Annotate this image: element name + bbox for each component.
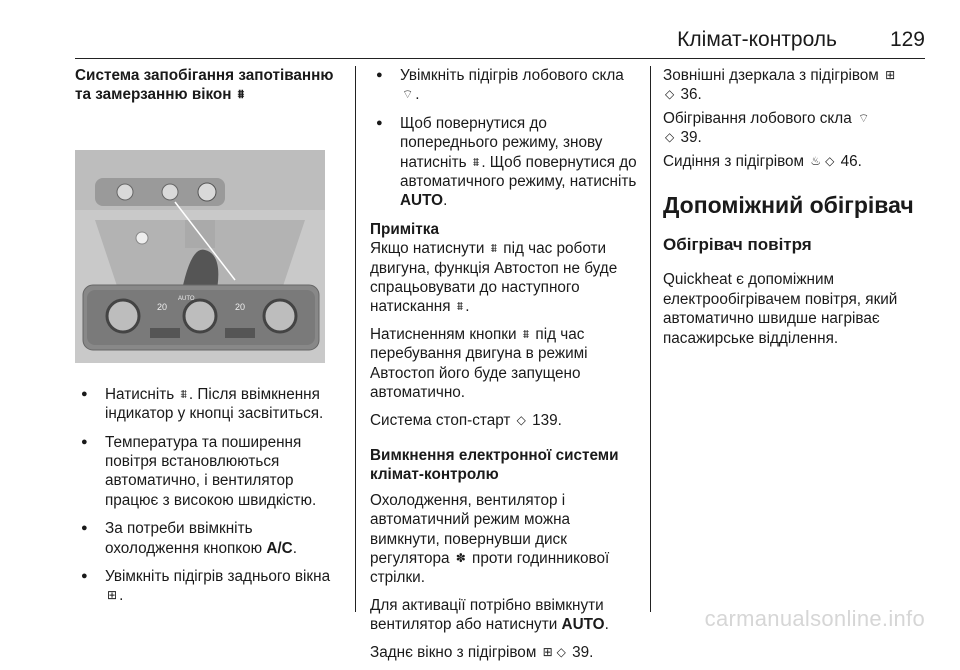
note-title: Примітка: [370, 220, 439, 238]
page-number: 129: [889, 28, 925, 51]
list-item: ● За потреби ввімкніть охолодження кнопкою A/C.: [75, 519, 343, 558]
max-defrost-icon: ⩩: [490, 241, 498, 256]
watermark: carmanualsonline.info: [704, 606, 925, 631]
cross-reference: Обігрівання лобового скла ⌔ ◇ 39.: [663, 109, 870, 147]
note-text: Якщо натиснути ⩩ під час роботи двигуна, функція Автостоп не буде спрацьовувати до наступного натискання ⩩ .: [370, 240, 618, 316]
paragraph: Охолодження, вентилятор і автоматичний режим можна вимкнути, повернувши диск регулятора ✽ проти годинникової стрілки.: [370, 491, 610, 587]
column-1: [75, 66, 343, 615]
rear-window-heat-icon: ⊞: [107, 588, 118, 603]
max-defrost-icon: ⩩: [472, 154, 480, 169]
section-heading: Система запобігання запотіванню та замерзанню вікон ⩩: [75, 67, 334, 104]
section-heading: Обігрівач повітря: [663, 235, 812, 255]
paragraph: Для активації потрібно ввімкнути вентилятор або натиснути AUTO.: [370, 596, 609, 634]
reference-icon: ◇: [516, 412, 526, 427]
instruction-list: [75, 385, 343, 606]
windscreen-heat-icon: ⌔: [402, 87, 414, 102]
column-divider: [355, 66, 356, 612]
max-defrost-icon: ⩩: [237, 87, 245, 102]
section-title: Клімат-контроль: [677, 28, 837, 51]
list-item: ● Увімкніть підігрів лобового скла ⌔ .: [370, 66, 638, 105]
auto-label: AUTO: [178, 295, 195, 302]
rear-window-heat-icon: ⊞: [885, 68, 896, 82]
list-item: ● Натисніть ⩩ . Після ввімкнення індикатор у кнопці засвітиться.: [75, 385, 343, 424]
column-3: [663, 66, 925, 356]
reference-icon: ◇: [665, 87, 675, 102]
seat-heat-icon: ♨: [810, 153, 822, 168]
instruction-list: [370, 66, 638, 211]
max-defrost-icon: ⩩: [456, 299, 464, 314]
cross-reference: Сидіння з підігрівом ♨ ◇ 46.: [663, 152, 862, 170]
cross-reference: Система стоп-старт ◇ 139.: [370, 411, 562, 429]
chapter-heading: Допоміжний обігрівач: [663, 192, 914, 219]
column-divider: [650, 66, 651, 612]
column-2: [370, 66, 638, 670]
section-heading: Вимкнення електронної системи клімат-контролю: [370, 446, 619, 484]
reference-icon: ◇: [665, 130, 675, 145]
max-defrost-icon: ⩩: [180, 386, 187, 401]
page-header: [75, 22, 925, 59]
reference-icon: ◇: [556, 644, 566, 659]
rear-window-heat-icon: ⊞: [542, 644, 553, 659]
windscreen-heat-icon: ⌔: [857, 110, 870, 125]
list-item: ● Увімкніть підігрів заднього вікна ⊞ .: [75, 567, 343, 606]
temp-right-label: 20: [235, 301, 246, 312]
reference-icon: ◇: [825, 153, 835, 168]
climate-panel-photo: [75, 150, 325, 363]
list-item: ● Температура та поширення повітря встановлюються автоматично, і вентилятор працює з високою швидкістю.: [75, 433, 343, 511]
cross-reference: Зовнішні дзеркала з підігрівом ⊞ ◇ 36.: [663, 67, 896, 104]
paragraph: Quickheat є допоміжним електрообігрівачем повітря, який автоматично швидше нагріває пасажирське відділення.: [663, 271, 898, 347]
list-item: ● Щоб повернутися до попереднього режиму, знову натисніть ⩩ . Щоб повернутися до автоматичного режиму, натисніть AUTO.: [370, 114, 638, 211]
fan-icon: ✽: [455, 550, 466, 565]
temp-left-label: 20: [157, 301, 168, 312]
cross-reference: Заднє вікно з підігрівом ⊞ ◇ 39.: [370, 643, 594, 661]
max-defrost-icon: ⩩: [522, 326, 530, 341]
note-text: Натисненням кнопки ⩩ під час перебування двигуна в режимі Автостоп його буде запущено автоматично.: [370, 325, 588, 402]
